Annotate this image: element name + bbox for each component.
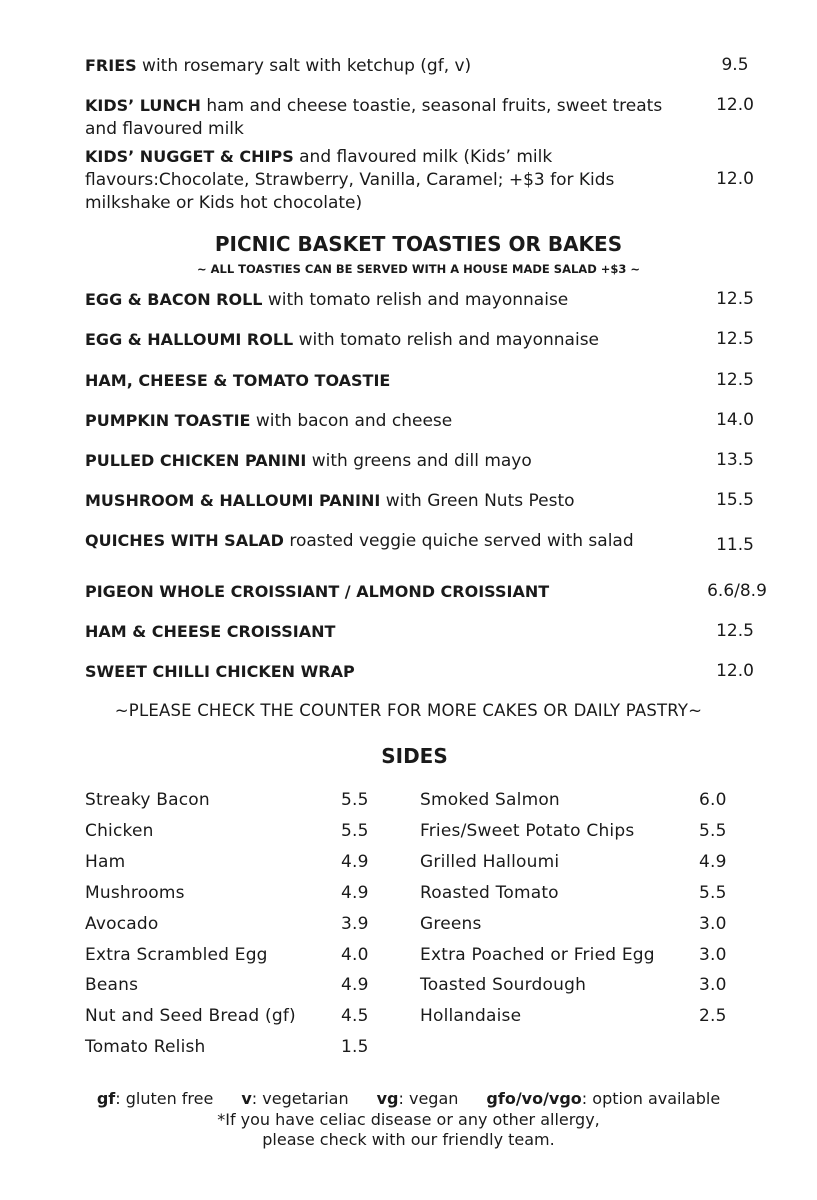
side-item-price: 5.5 xyxy=(341,820,369,841)
item-price: 12.5 xyxy=(716,370,754,390)
item-desc: with bacon and cheese xyxy=(250,411,453,431)
item-price: 12.5 xyxy=(716,621,754,641)
side-item-price: 3.0 xyxy=(699,975,727,996)
item-price: 9.5 xyxy=(721,55,749,75)
side-item-price: 4.0 xyxy=(341,944,369,965)
side-item-price: 5.5 xyxy=(699,882,727,903)
item-name: HAM & CHEESE CROISSIANT xyxy=(85,622,336,641)
side-item-price: 1.5 xyxy=(341,1037,369,1058)
side-item-price: 5.5 xyxy=(699,820,727,841)
item-name: KIDS’ NUGGET & CHIPS xyxy=(85,147,294,166)
side-item-price: 4.9 xyxy=(341,851,369,872)
dietary-legend xyxy=(0,1088,817,1109)
side-item-name: Tomato Relish xyxy=(85,1037,206,1058)
item-price: 12.0 xyxy=(716,661,754,681)
item-price: 12.5 xyxy=(716,289,754,309)
side-item-price: 3.0 xyxy=(699,944,727,965)
side-item-price: 4.9 xyxy=(341,975,369,996)
side-item-name: Extra Scrambled Egg xyxy=(85,944,268,965)
side-item-price: 2.5 xyxy=(699,1006,727,1027)
legend-key: v xyxy=(241,1089,252,1108)
side-item-price: 4.9 xyxy=(341,882,369,903)
item-name: PIGEON WHOLE CROISSIANT / ALMOND CROISSIANT xyxy=(85,582,550,601)
item-desc: roasted veggie quiche served with salad xyxy=(283,531,634,551)
side-item-price: 4.9 xyxy=(699,851,727,872)
item-desc: with tomato relish and mayonnaise xyxy=(262,290,569,310)
side-item-price: 5.5 xyxy=(341,790,369,810)
section-title-picnic: PICNIC BASKET TOASTIES OR BAKES xyxy=(214,232,623,256)
item-price: 11.5 xyxy=(716,535,754,555)
item-name: QUICHES WITH SALAD xyxy=(85,531,284,550)
side-item-name: Extra Poached or Fried Egg xyxy=(420,944,655,965)
item-name: PULLED CHICKEN PANINI xyxy=(85,451,307,470)
item-price: 14.0 xyxy=(716,410,754,430)
side-item-name: Nut and Seed Bread (gf) xyxy=(85,1006,296,1027)
side-item-price: 3.0 xyxy=(699,913,727,934)
item-desc: with greens and dill mayo xyxy=(306,451,532,471)
item-name: EGG & HALLOUMI ROLL xyxy=(85,330,294,349)
side-item-name: Streaky Bacon xyxy=(85,790,210,810)
item-price: 12.0 xyxy=(716,169,754,189)
item-price: 12.5 xyxy=(716,329,754,349)
item-name: KIDS’ LUNCH xyxy=(85,96,201,115)
side-item-name: Hollandaise xyxy=(420,1006,522,1027)
legend-label: : gluten free xyxy=(115,1089,214,1108)
section-title-sides: SIDES xyxy=(381,744,448,768)
legend-label: : vegan xyxy=(398,1089,459,1108)
item-price: 15.5 xyxy=(716,490,754,510)
legend-key: gf xyxy=(96,1089,116,1108)
side-item-name: Roasted Tomato xyxy=(420,882,559,903)
item-desc: with rosemary salt with ketchup (gf, v) xyxy=(136,56,472,76)
side-item-name: Chicken xyxy=(85,820,154,841)
side-item-price: 4.5 xyxy=(341,1006,369,1027)
item-desc: with Green Nuts Pesto xyxy=(380,491,575,511)
legend-key: vg xyxy=(376,1089,399,1108)
item-desc: ham and cheese toastie, seasonal fruits, sweet treats and flavoured milk xyxy=(85,96,663,139)
side-item-name: Fries/Sweet Potato Chips xyxy=(420,820,635,841)
item-name: MUSHROOM & HALLOUMI PANINI xyxy=(85,491,381,510)
legend-label: : vegetarian xyxy=(251,1089,349,1108)
side-item-name: Grilled Halloumi xyxy=(420,851,560,872)
item-name: FRIES xyxy=(85,56,137,75)
item-price: 13.5 xyxy=(716,450,754,470)
item-name: HAM, CHEESE & TOMATO TOASTIE xyxy=(85,371,391,390)
allergy-note-line1: *If you have celiac disease or any other allergy, xyxy=(217,1110,600,1129)
item-name: PUMPKIN TOASTIE xyxy=(85,411,251,430)
side-item-name: Greens xyxy=(420,913,482,934)
item-name: EGG & BACON ROLL xyxy=(85,290,263,309)
item-name: SWEET CHILLI CHICKEN WRAP xyxy=(85,662,355,681)
legend-label: : option available xyxy=(581,1089,721,1108)
counter-note: ~PLEASE CHECK THE COUNTER FOR MORE CAKES OR DAILY PASTRY~ xyxy=(114,701,703,720)
legend-key: gfo/vo/vgo xyxy=(486,1089,582,1108)
side-item-name: Smoked Salmon xyxy=(420,790,560,810)
item-desc: with tomato relish and mayonnaise xyxy=(293,330,600,350)
side-item-price: 6.0 xyxy=(699,790,727,810)
side-item-name: Mushrooms xyxy=(85,882,185,903)
item-price: 6.6/8.9 xyxy=(707,581,767,601)
section-subtitle-picnic: ~ ALL TOASTIES CAN BE SERVED WITH A HOUSE MADE SALAD +$3 ~ xyxy=(196,262,641,276)
side-item-name: Avocado xyxy=(85,913,159,934)
side-item-name: Toasted Sourdough xyxy=(420,975,587,996)
side-item-price: 3.9 xyxy=(341,913,369,934)
side-item-name: Ham xyxy=(85,851,126,872)
allergy-note-line2: please check with our friendly team. xyxy=(262,1130,555,1149)
item-price: 12.0 xyxy=(716,95,754,115)
item-desc: and flavoured milk (Kids’ milk flavours:Chocolate, Strawberry, Vanilla, Caramel; +$3 for Kids milkshake or Kids hot chocolate) xyxy=(85,147,615,213)
side-item-name: Beans xyxy=(85,975,139,996)
